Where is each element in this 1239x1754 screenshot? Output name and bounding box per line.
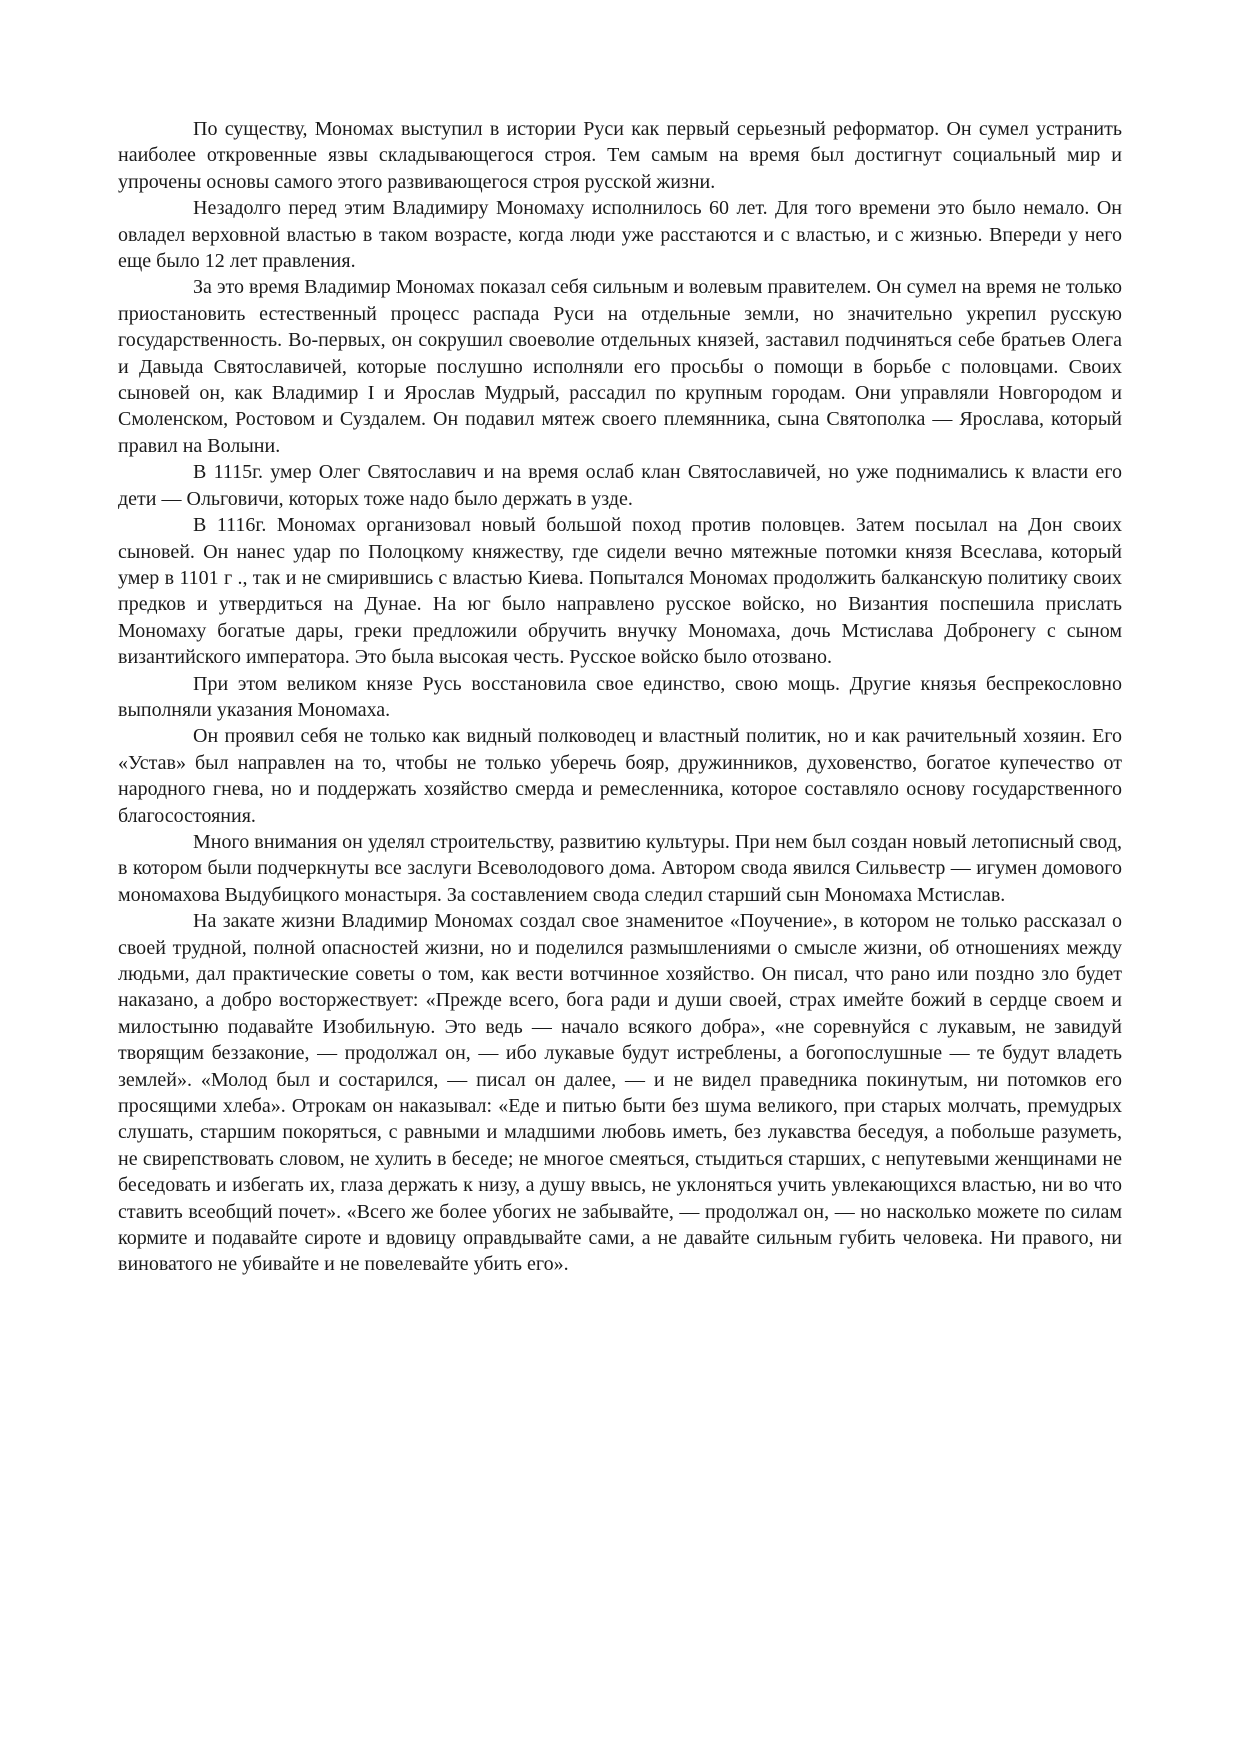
paragraph: При этом великом князе Русь восстановила свое единство, свою мощь. Другие князья беспрекословно выполняли указания Мономаха. xyxy=(118,672,1122,721)
paragraph: Он проявил себя не только как видный полководец и властный политик, но и как рачительный хозяин. Его «Устав» был направлен на то, чтобы не только уберечь бояр, дружинников, духовенство, богатое купечество от народного гнева, но и поддержать хозяйство смерда и ремесленника, которое составляло основу государственного благосостояния. xyxy=(118,725,1122,827)
paragraph: За это время Владимир Мономах показал себя сильным и волевым правителем. Он сумел на время не только приостановить естественный процесс распада Руси на отдельные земли, но значительно укрепил русскую государственность. Во-первых, он сокрушил своеволие отдельных князей, заставил подчиняться себе братьев Олега и Давыда Святославичей, которые послушно исполняли его просьбы о помощи в борьбе с половцами. Своих сыновей он, как Владимир I и Ярослав Мудрый, рассадил по крупным городам. Они управляли Новгородом и Смоленском, Ростовом и Суздалем. Он подавил мятеж своего племянника, сына Святополка — Ярослава, который правил на Волыни. xyxy=(118,276,1122,457)
paragraph: По существу, Мономах выступил в истории Руси как первый серьезный реформатор. Он сумел устранить наиболее откровенные язвы складывающегося строя. Тем самым на время был достигнут социальный мир и упрочены основы самого этого развивающегося строя русской жизни. xyxy=(118,118,1122,193)
document-page xyxy=(118,116,1122,1278)
paragraph: На закате жизни Владимир Мономах создал свое знаменитое «Поучение», в котором не только рассказал о своей трудной, полной опасностей жизни, но и поделился размышлениями о смысле жизни, об отношениях между людьми, дал практические советы о том, как вести вотчинное хозяйство. Он писал, что рано или поздно зло будет наказано, а добро восторжествует: «Прежде всего, бога ради и души своей, страх имейте божий в сердце своем и милостыню подавайте Изобильную. Это ведь — начало всякого добра», «не соревнуйся с лукавым, не завидуй творящим беззаконие, — продолжал он, — ибо лукавые будут истреблены, а богопослушные — те будут владеть землей». «Молод был и состарился, — писал он далее, — и не видел праведника покинутым, ни потомков его просящими хлеба». Отрокам он наказывал: «Еде и питью быти без шума великого, при старых молчать, премудрых слушать, старшим покоряться, с равными и младшими любовь иметь, без лукавства беседуя, а побольше разуметь, не свирепствовать словом, не хулить в беседе; не многое смеяться, стыдиться старших, с непутевыми женщинами не беседовать и избегать их, глаза держать к низу, а душу ввысь, не уклоняться учить увлекающихся властью, ни во что ставить всеобщий почет». «Всего же более убогих не забывайте, — продолжал он, — но насколько можете по силам кормите и подавайте сироте и вдовицу оправдывайте сами, а не давайте сильным губить человека. Ни правого, ни виноватого не убивайте и не повелевайте убить его». xyxy=(118,910,1122,1276)
paragraph: В 1116г. Мономах организовал новый большой поход против половцев. Затем посылал на Дон своих сыновей. Он нанес удар по Полоцкому княжеству, где сидели вечно мятежные потомки князя Всеслава, который умер в 1101 г ., так и не смирившись с властью Киева. Попытался Мономах продолжить балканскую политику своих предков и утвердиться на Дунае. На юг было направлено русское войско, но Византия поспешила прислать Мономаху богатые дары, греки предложили обручить внучку Мономаха, дочь Мстислава Добронегу с сыном византийского императора. Это была высокая честь. Русское войско было отозвано. xyxy=(118,514,1122,669)
paragraph: Много внимания он уделял строительству, развитию культуры. При нем был создан новый летописный свод, в котором были подчеркнуты все заслуги Всеволодового дома. Автором свода явился Сильвестр — игумен домового мономахова Выдубицкого монастыря. За составлением свода следил старший сын Мономаха Мстислав. xyxy=(118,830,1122,906)
paragraph: В 1115г. умер Олег Святославич и на время ослаб клан Святославичей, но уже поднимались к власти его дети — Ольговичи, которых тоже надо было держать в узде. xyxy=(118,461,1122,510)
paragraph: Незадолго перед этим Владимиру Мономаху исполнилось 60 лет. Для того времени это было немало. Он овладел верховной властью в таком возрасте, когда люди уже расстаются и с властью, и с жизнью. Впереди у него еще было 12 лет правления. xyxy=(118,197,1122,273)
